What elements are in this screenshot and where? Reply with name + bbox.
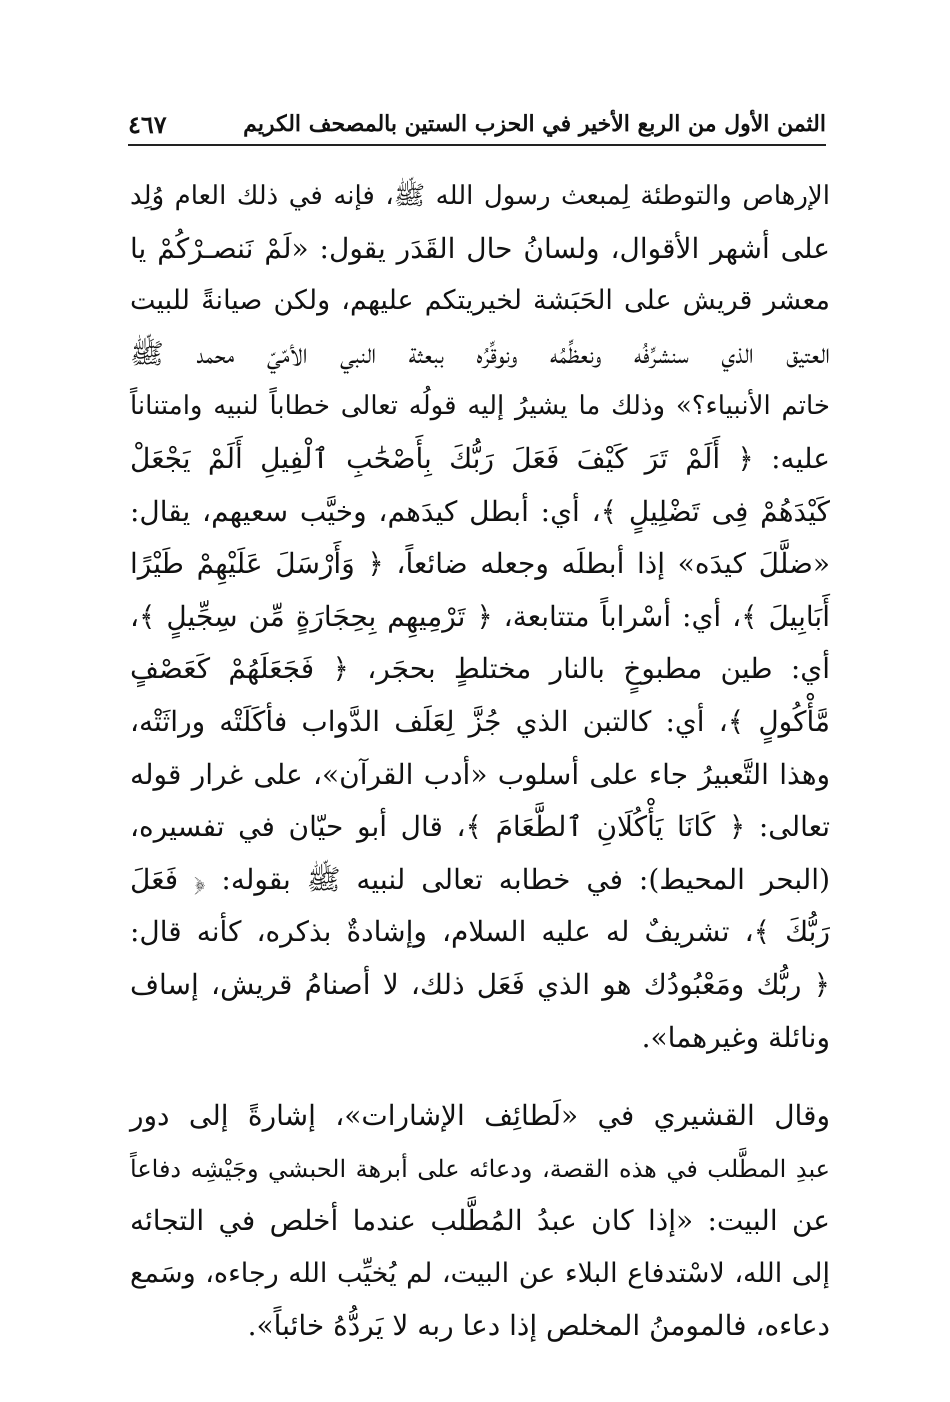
text-line: خاتم الأنبياء؟» وذلك ما يشيرُ إليه قولُه تعالى خطاباً لنبيه وامتناناً xyxy=(130,391,830,422)
text-line: على أشهر الأقوال، ولسانُ حال القَدَر يقول: «لَمْ نَنصـرْكُمْ يا xyxy=(130,231,830,265)
text-line: أَبَابِيلَ ﴾، أي: أسْراباً متتابعة، ﴿ تَرْمِيهِم بِحِجَارَةٍ مِّن سِجِّيلٍ ﴾، xyxy=(130,599,830,633)
text-line: عليه: ﴿ أَلَمْ تَرَ كَيْفَ فَعَلَ رَبُّكَ بِأَصْحَٰبِ ٱلْفِيلِ أَلَمْ يَجْعَلْ xyxy=(130,441,830,475)
text-line: (البحر المحيط): في خطابه تعالى لنبيه ﷺ بقوله: ﴿ فَعَلَ xyxy=(130,862,830,896)
page-body xyxy=(130,170,830,1353)
text-line: دعاءه، فالمومنُ المخلص إذا دعا ربه لا يَردُّهُ خائباً». xyxy=(247,1309,830,1343)
text-line: «ضلَّلَ كيدَه» إذا أبطلَه وجعله ضائعاً، ﴿ وَأَرْسَلَ عَلَيْهِمْ طَيْرًا xyxy=(130,547,830,581)
text-line: كَيْدَهُمْ فِى تَضْلِيلٍ ﴾، أي: أبطل كيدَهم، وخيَّب سعيهم، يقال: xyxy=(130,494,830,528)
page-header xyxy=(128,104,826,146)
page-number: ٤٦٧ xyxy=(128,109,167,139)
text-line: ﴿ ربُّك ومَعْبُودُك هو الذي فَعَل ذلك، لا أصنامُ قريش، إساف xyxy=(130,967,830,1001)
text-line: أي: طين مطبوخٍ بالنار مختلطٍ بحجَر، ﴿ فَجَعَلَهُمْ كَعَصْفٍ xyxy=(130,652,830,686)
paragraph-1 xyxy=(130,170,830,1064)
paragraph-2 xyxy=(130,1090,830,1353)
text-line: رَبُّكَ ﴾، تشريفٌ له عليه السلام، وإشادةٌ بذكره، كأنه قال: xyxy=(130,915,830,949)
text-line: وقال القشيري في «لَطائِف الإشارات»، إشارةً إلى دور xyxy=(130,1099,830,1133)
text-line: عبدِ المطَّلب في هذه القصة، ودعائه على أبرهة الحبشي وجَيْشِه دفاعاً xyxy=(130,1154,830,1183)
text-line: العتيق الذي سنشرِّفُه ونعظِّمُه ونوقِّرُه ببعثة النبي الأمّيّ محمد ﷺ xyxy=(130,336,830,370)
text-line: إلى الله، لاسْتدفاع البلاء عن البيت، لم يُخيِّب الله رجاءه، وسَمع xyxy=(130,1257,831,1289)
text-line: عن البيت: «إذا كان عبدُ المُطَّلب عندما أخلص في التجائه xyxy=(130,1204,830,1238)
text-line: ونائلة وغيرهما». xyxy=(641,1020,830,1054)
text-line: مَّأْكُولٍ ﴾، أي: كالتبن الذي جُزَّ لِعَلَف الدَّواب فأكَلَتْه وراثَتْه، xyxy=(130,704,830,738)
text-line: الإرهاص والتوطئة لِمبعث رسول الله ﷺ، فإنه في ذلك العام وُلِد xyxy=(130,181,830,211)
text-line: تعالى: ﴿ كَانَا يَأْكُلَانِ ٱلطَّعَامَ ﴾، قال أبو حيّان في تفسيره، xyxy=(130,810,830,844)
text-line: وهذا التَّعبيرُ جاء على أسلوب «أدب القرآن»، على غرار قوله xyxy=(130,757,830,791)
text-line: معشر قريش على الحَبَشة لخيريتكم عليهم، ولكن صيانةً للبيت xyxy=(130,285,830,317)
running-title: الثمن الأول من الربع الأخير في الحزب الستين بالمصحف الكريم xyxy=(243,111,826,137)
